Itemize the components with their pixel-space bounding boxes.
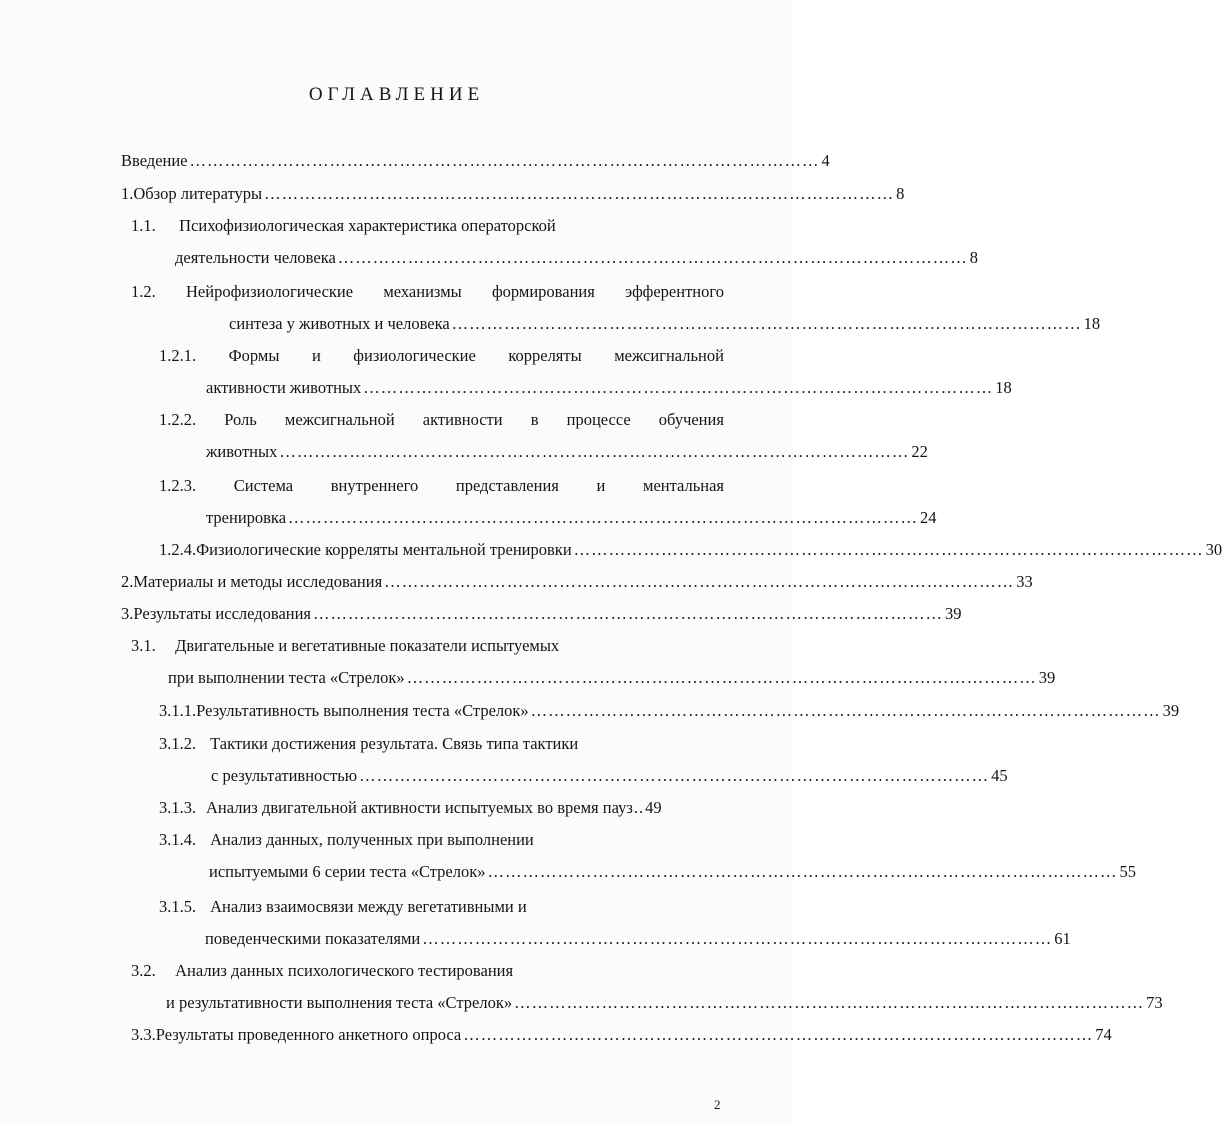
toc-entry-word: активности bbox=[422, 410, 503, 429]
toc-entry-3-1-line2[interactable] bbox=[168, 667, 1056, 689]
toc-section-number: 3.1.2. bbox=[159, 734, 197, 753]
toc-entry-text: Тактики достижения результата. Связь типа тактики bbox=[210, 734, 579, 753]
toc-page-number: 33 bbox=[1016, 572, 1033, 591]
toc-entry-word: эфферентного bbox=[625, 282, 724, 301]
toc-entry-3-2-line1[interactable] bbox=[131, 960, 513, 982]
toc-entry-1-1-line2[interactable] bbox=[175, 247, 979, 269]
dot-leader: ……………………………………………………………………………………………… bbox=[530, 701, 1161, 720]
toc-entry-1-2-3-line1[interactable] bbox=[159, 475, 724, 497]
toc-page-number: 74 bbox=[1095, 1025, 1112, 1044]
dot-leader: ……………………………………………………………………………………………… bbox=[337, 248, 968, 267]
toc-entry-text: испытуемыми 6 серии теста «Стрелок» bbox=[209, 862, 486, 881]
toc-entry-word: обучения bbox=[658, 410, 724, 429]
toc-section-number: 3. bbox=[121, 604, 134, 623]
toc-page-number: 73 bbox=[1146, 993, 1163, 1012]
toc-entry-1-2-line1[interactable] bbox=[131, 281, 724, 303]
toc-section-number: 3.1.4. bbox=[159, 830, 197, 849]
dot-leader: ……………………………………………………………………………………………… bbox=[264, 184, 895, 203]
toc-page-number: 39 bbox=[945, 604, 962, 623]
toc-entry-text: Анализ данных психологического тестирования bbox=[175, 961, 514, 980]
toc-entry-text: активности животных bbox=[206, 378, 362, 397]
toc-entry-text: Физиологические корреляты ментальной тренировки bbox=[196, 540, 572, 559]
toc-page-number: 24 bbox=[920, 508, 937, 527]
toc-page-number: 18 bbox=[995, 378, 1012, 397]
toc-entry-word: межсигнальной bbox=[614, 346, 724, 365]
toc-page-number: 4 bbox=[821, 151, 830, 170]
toc-entry-text: поведенческими показателями bbox=[205, 929, 421, 948]
toc-entry-word: формирования bbox=[491, 282, 595, 301]
toc-entry-3-1-1[interactable] bbox=[159, 700, 1180, 722]
toc-entry-text: Результаты исследования bbox=[133, 604, 312, 623]
toc-page-number: 8 bbox=[896, 184, 905, 203]
dot-leader: ……………………………………………………………………………………………… bbox=[463, 1025, 1094, 1044]
dot-leader: ……………………………………………………………………………………………… bbox=[514, 993, 1145, 1012]
toc-entry-3-1-2-line2[interactable] bbox=[211, 765, 1008, 787]
toc-page-number: 49 bbox=[645, 798, 662, 817]
toc-entry-text: Психофизиологическая характеристика операторской bbox=[179, 216, 556, 235]
toc-section-number: 2. bbox=[121, 572, 134, 591]
toc-entry-text: Анализ взаимосвязи между вегетативными и bbox=[210, 897, 527, 916]
toc-entry-word: Формы bbox=[228, 346, 280, 365]
toc-section-number: 1.2.2. bbox=[159, 410, 197, 429]
dot-leader: ……………………………………………………………………………………………… bbox=[573, 540, 1204, 559]
toc-entry-3-1-4-line2[interactable] bbox=[209, 861, 1137, 883]
toc-section-number: 3.2. bbox=[131, 961, 156, 980]
toc-entry-3-1-3[interactable] bbox=[159, 797, 724, 819]
toc-entry-text: животных bbox=[206, 442, 278, 461]
toc-entry-3-1-5-line1[interactable] bbox=[159, 896, 527, 918]
toc-page-number: 55 bbox=[1119, 862, 1137, 881]
toc-entry-intro[interactable] bbox=[121, 150, 830, 172]
toc-section-number: 3.1.5. bbox=[159, 897, 197, 916]
toc-entry-word: внутреннего bbox=[330, 476, 419, 495]
toc-entry-word: корреляты bbox=[508, 346, 582, 365]
page-title: ОГЛАВЛЕНИЕ bbox=[308, 84, 485, 105]
toc-entry-text: Материалы и методы исследования bbox=[133, 572, 383, 591]
page-number: 2 bbox=[714, 1097, 721, 1112]
dot-leader: ……………………………………………………………………………………………… bbox=[363, 378, 994, 397]
dot-leader: ……………………………………………………………………………………………… bbox=[487, 862, 1118, 881]
toc-entry-word: физиологические bbox=[353, 346, 476, 365]
toc-entry-1-2-2-line1[interactable] bbox=[159, 409, 724, 431]
toc-entry-3-1-5-line2[interactable] bbox=[205, 928, 1071, 950]
toc-entry-3[interactable] bbox=[121, 603, 962, 625]
dot-leader: .. bbox=[633, 798, 645, 817]
toc-entry-text: при выполнении теста «Стрелок» bbox=[168, 668, 405, 687]
toc-entry-word: процессе bbox=[566, 410, 631, 429]
toc-page-number: 8 bbox=[969, 248, 979, 267]
dot-leader: ……………………………………………………………………………………………… bbox=[279, 442, 910, 461]
toc-entry-text: синтеза у животных и человека bbox=[229, 314, 450, 333]
toc-entry-1-2-2-line2[interactable] bbox=[206, 441, 928, 463]
toc-section-number: 3.3. bbox=[131, 1025, 156, 1044]
toc-entry-text: тренировка bbox=[206, 508, 287, 527]
toc-section-number: 1.2.4. bbox=[159, 540, 197, 559]
toc-entry-word: ментальная bbox=[643, 476, 724, 495]
toc-entry-text: и результативности выполнения теста «Стрелок» bbox=[166, 993, 513, 1012]
toc-page-number: 22 bbox=[911, 442, 928, 461]
toc-entry-1-2-line2[interactable] bbox=[229, 313, 1101, 335]
toc-entry-text: Результативность выполнения теста «Стрелок» bbox=[196, 701, 529, 720]
toc-entry-text: Анализ данных, полученных при выполнении bbox=[210, 830, 534, 849]
toc-entry-word: Роль bbox=[224, 410, 257, 429]
toc-entry-1-2-3-line2[interactable] bbox=[206, 507, 937, 529]
toc-entry-3-1-4-line1[interactable] bbox=[159, 829, 534, 851]
toc-page-number: 45 bbox=[991, 766, 1008, 785]
toc-section-number: 3.1. bbox=[131, 636, 156, 655]
toc-entry-word: межсигнальной bbox=[284, 410, 395, 429]
dot-leader: ……………………………………………………………………………………………… bbox=[359, 766, 990, 785]
toc-entry-word: механизмы bbox=[383, 282, 462, 301]
dot-leader: ……………………………………………………………………………………………… bbox=[189, 151, 820, 170]
toc-section-number: 1.2.3. bbox=[159, 476, 197, 495]
dot-leader: ……………………………………………………………………………………………… bbox=[406, 668, 1037, 687]
toc-entry-text: Обзор литературы bbox=[133, 184, 263, 203]
toc-page-number: 61 bbox=[1054, 929, 1071, 948]
toc-entry-text: деятельности человека bbox=[175, 248, 336, 267]
toc-section-number: 1. bbox=[121, 184, 134, 203]
toc-entry-word: Система bbox=[233, 476, 294, 495]
toc-entry-1-2-1-line1[interactable] bbox=[159, 345, 724, 367]
toc-entry-3-3[interactable] bbox=[131, 1024, 1112, 1046]
toc-entry-3-2-line2[interactable] bbox=[166, 992, 1163, 1014]
dot-leader: ……………………………………………………………………………………………… bbox=[451, 314, 1082, 333]
dot-leader: ……………………………………………………………………………………………… bbox=[313, 604, 944, 623]
toc-entry-word: представления bbox=[455, 476, 559, 495]
toc-entry-1-1-line1[interactable] bbox=[131, 215, 556, 237]
toc-entry-word: в bbox=[530, 410, 539, 429]
toc-entry-3-1-2-line1[interactable] bbox=[159, 733, 578, 755]
toc-entry-text: с результативностью bbox=[211, 766, 358, 785]
toc-section-number: 1.2. bbox=[131, 282, 156, 301]
toc-section-number: 3.1.3. bbox=[159, 798, 197, 817]
toc-page-number: 30 bbox=[1205, 540, 1222, 559]
toc-entry-word: и bbox=[311, 346, 321, 365]
toc-page-number: 18 bbox=[1083, 314, 1101, 333]
toc-section-number: 1.2.1. bbox=[159, 346, 197, 365]
dot-leader: ……………………………………………………………………………………………… bbox=[384, 572, 1015, 591]
toc-page-number: 39 bbox=[1162, 701, 1180, 720]
toc-section-number: 1.1. bbox=[131, 216, 156, 235]
toc-entry-1-2-1-line2[interactable] bbox=[206, 377, 1012, 399]
toc-entry-word: и bbox=[596, 476, 606, 495]
toc-entry-1[interactable] bbox=[121, 183, 905, 205]
toc-entry-text: Анализ двигательной активности испытуемых во время пауз bbox=[206, 798, 633, 817]
toc-entry-word: Нейрофизиологические bbox=[186, 282, 354, 301]
dot-leader: ……………………………………………………………………………………………… bbox=[422, 929, 1053, 948]
toc-entry-text: Введение bbox=[121, 151, 188, 170]
toc-entry-2[interactable] bbox=[121, 571, 1033, 593]
toc-entry-3-1-line1[interactable] bbox=[131, 635, 559, 657]
toc-page-number: 39 bbox=[1038, 668, 1056, 687]
toc-entry-1-2-4[interactable] bbox=[159, 539, 1222, 561]
toc-entry-text: Результаты проведенного анкетного опроса bbox=[155, 1025, 462, 1044]
toc-entry-text: Двигательные и вегетативные показатели испытуемых bbox=[175, 636, 560, 655]
dot-leader: ……………………………………………………………………………………………… bbox=[288, 508, 919, 527]
toc-section-number: 3.1.1. bbox=[159, 701, 197, 720]
